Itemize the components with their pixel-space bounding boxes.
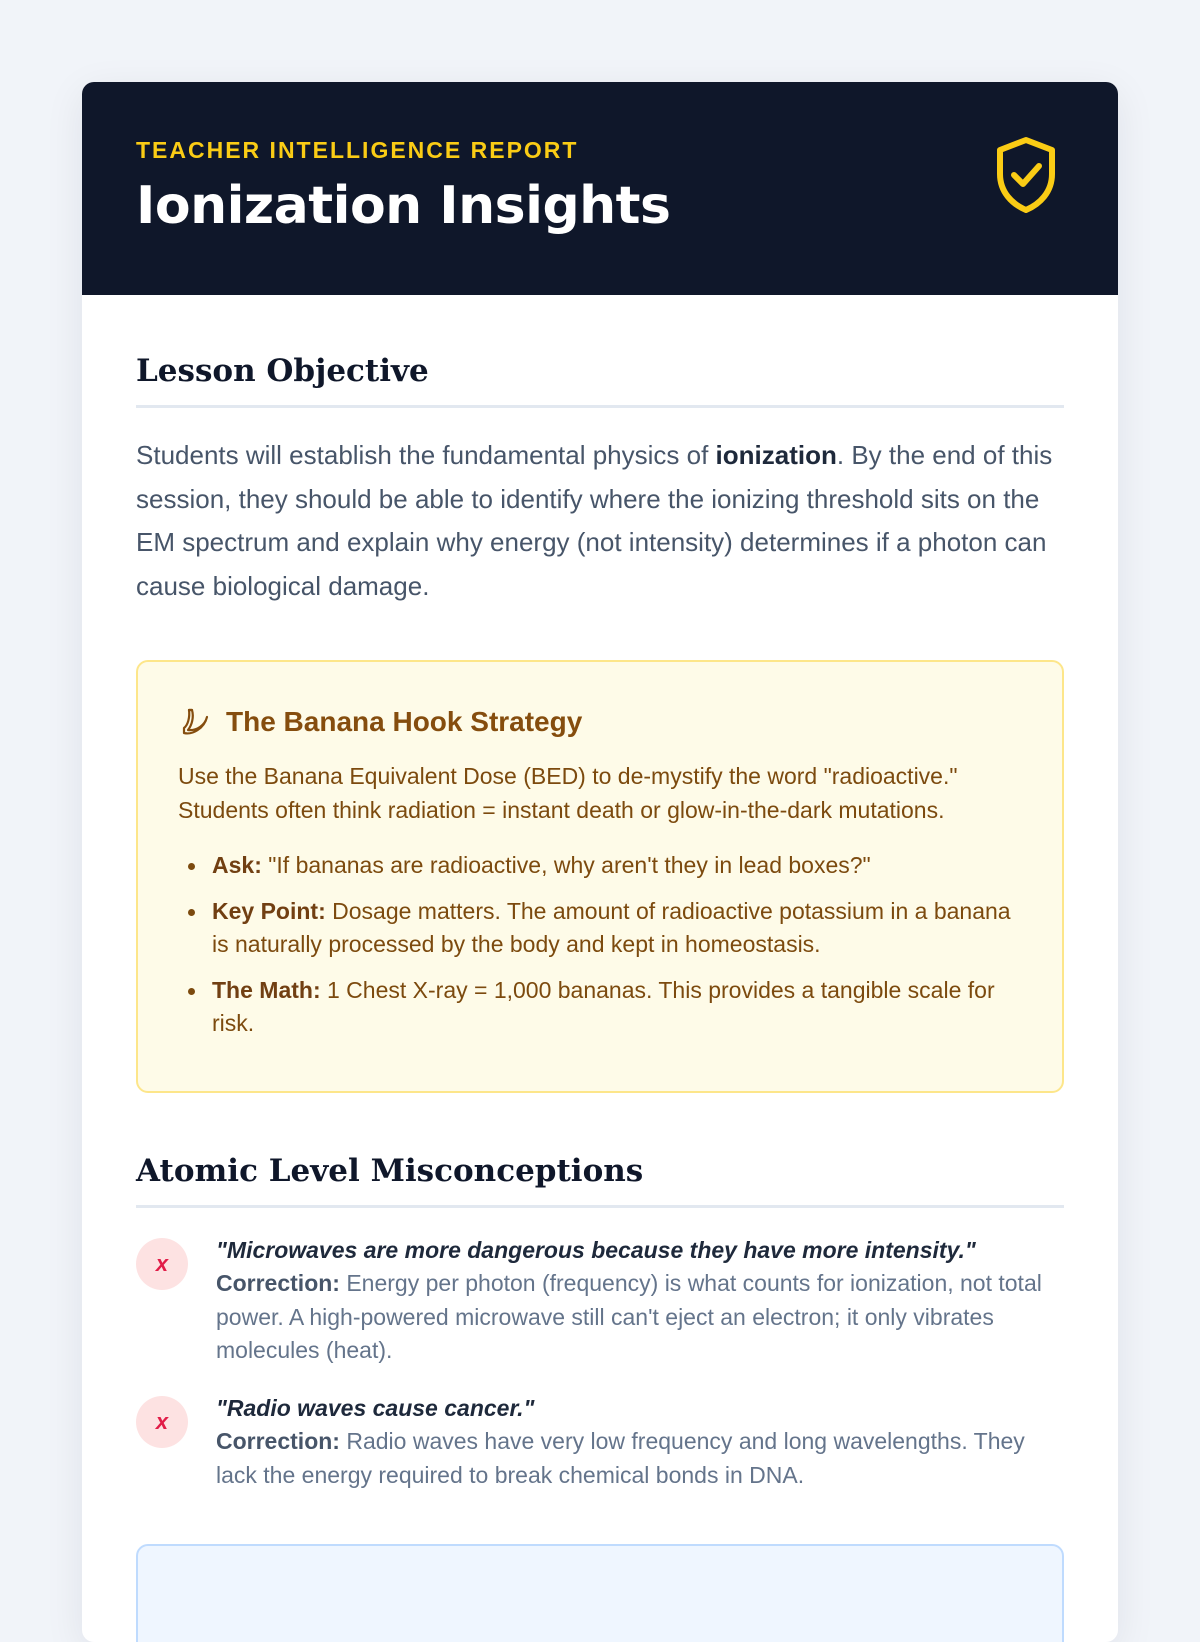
lesson-objective-text: Students will establish the fundamental physics of ionization. By the end of this session, they should be able to identify where the ionizing threshold sits on the EM spectrum and explain why energy (not intensity) determines if a photon can cause biological damage.	[136, 440, 1053, 601]
misconception-quote: "Radio waves cause cancer."	[216, 1394, 535, 1421]
lesson-objective-heading: Lesson Objective	[136, 351, 1064, 408]
list-item: Ask: "If bananas are radioactive, why aren't they in lead boxes?"	[212, 849, 1022, 883]
banana-hook-intro: Use the Banana Equivalent Dose (BED) to de-mystify the word "radioactive." Students often think radiation = instant death or glow-in-the-dark mutations.	[178, 763, 958, 823]
report-body	[82, 351, 1118, 1642]
misconception-quote: "Microwaves are more dangerous because they have more intensity."	[216, 1236, 976, 1263]
misconception-correction: Correction: Energy per photon (frequency) is what counts for ionization, not total power. A high-powered microwave still can't eject an electron; it only vibrates molecules (heat).	[216, 1270, 1042, 1363]
x-icon: x	[136, 1396, 188, 1448]
banana-hook-list	[178, 849, 1022, 1041]
list-item: Key Point: Dosage matters. The amount of radioactive potassium in a banana is naturally processed by the body and kept in homeostasis.	[212, 895, 1022, 962]
list-item: The Math: 1 Chest X-ray = 1,000 bananas. This provides a tangible scale for risk.	[212, 974, 1022, 1041]
banana-hook-title: The Banana Hook Strategy	[226, 706, 583, 737]
report-header	[82, 82, 1118, 295]
banana-hook-callout	[136, 660, 1064, 1093]
banana-icon	[178, 705, 212, 739]
misconceptions-heading: Atomic Level Misconceptions	[136, 1151, 1064, 1208]
report-card	[82, 82, 1118, 1642]
misconception-correction: Correction: Radio waves have very low frequency and long wavelengths. They lack the energy required to break chemical bonds in DNA.	[216, 1428, 1025, 1488]
page-title: Ionization Insights	[136, 176, 671, 236]
shield-check-icon	[994, 136, 1058, 214]
x-icon: x	[136, 1238, 188, 1290]
misconception-item	[136, 1234, 1064, 1368]
report-eyebrow: TEACHER INTELLIGENCE REPORT	[136, 137, 579, 163]
info-callout	[136, 1544, 1064, 1642]
misconception-item	[136, 1392, 1064, 1493]
